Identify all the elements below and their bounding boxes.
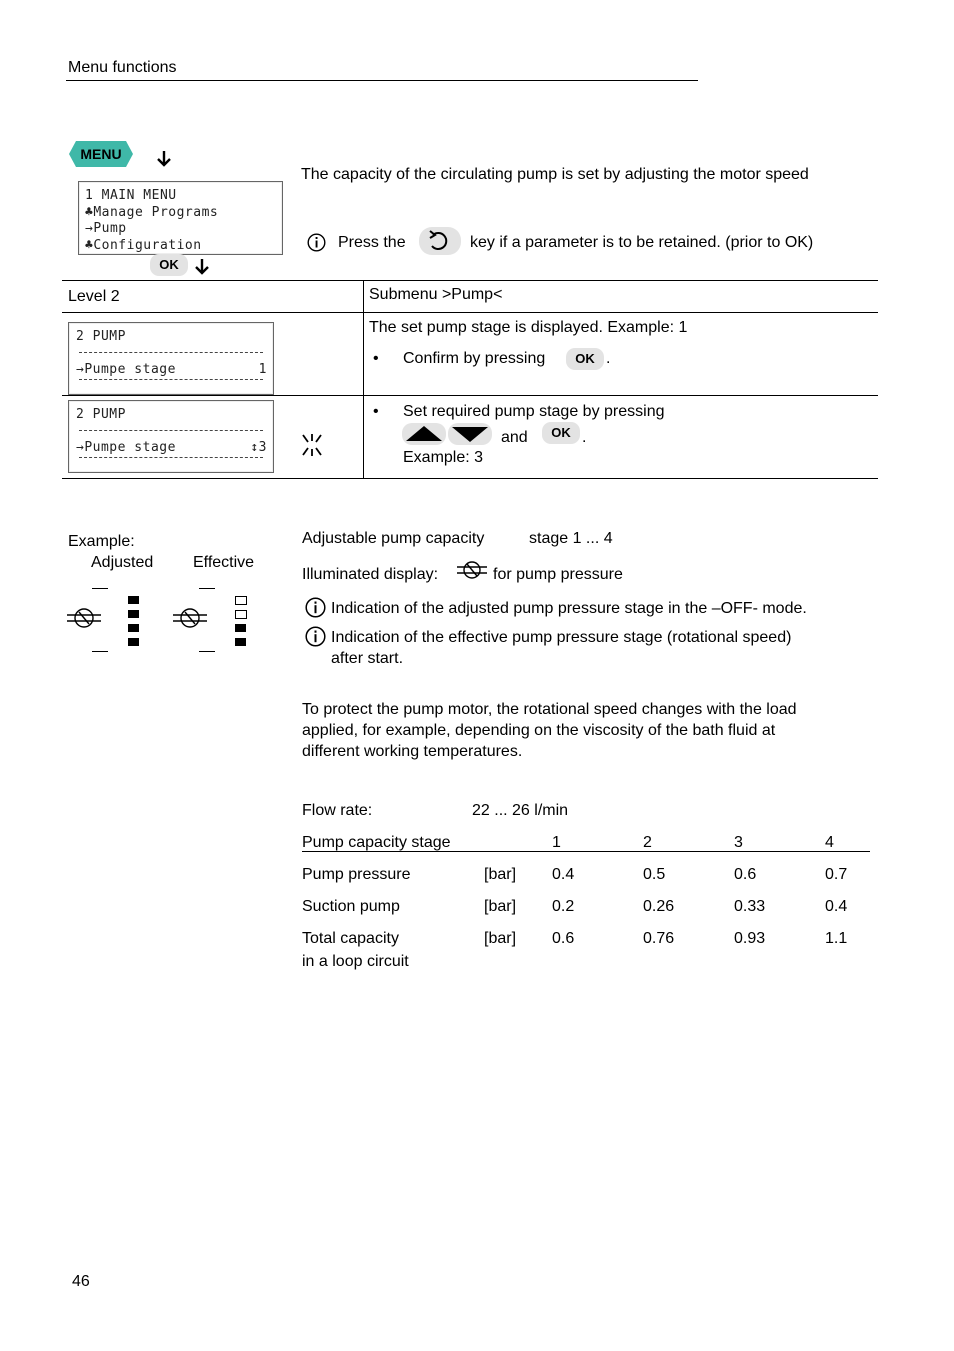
spec-row-unit: [bar] <box>484 898 517 915</box>
spec-header-stage: 4 <box>825 834 834 851</box>
level-square <box>128 624 139 632</box>
spec-cell: 0.7 <box>825 866 848 883</box>
col-header-level: Level 2 <box>68 288 120 305</box>
table-rule <box>62 395 878 396</box>
spec-cell: 0.2 <box>552 898 575 915</box>
spec-cell: 0.6 <box>734 866 757 883</box>
intro-text: The capacity of the circulating pump is set by adjusting the motor speed <box>301 166 809 183</box>
row2-example: Example: 3 <box>403 449 484 466</box>
level-square <box>128 638 139 646</box>
pump-icon <box>66 604 102 632</box>
adjusted-label: Adjusted <box>91 554 154 571</box>
dash-mark <box>92 588 108 589</box>
table-rule <box>62 280 878 281</box>
table-rule <box>62 478 878 479</box>
lcd-main-menu <box>78 181 283 255</box>
dash-mark <box>199 588 215 589</box>
spec-cell: 0.6 <box>552 930 575 947</box>
lcd-line: 1 MAIN MENU <box>85 188 177 203</box>
capacity-label: Adjustable pump capacity <box>302 530 485 547</box>
level-square <box>128 610 139 618</box>
bullet: • <box>373 403 379 420</box>
spec-cell: 0.93 <box>734 930 766 947</box>
lcd-pump-row2 <box>68 400 274 473</box>
lcd-value: 1 <box>258 361 267 377</box>
section-title: Menu functions <box>68 59 177 76</box>
effective-label: Effective <box>193 554 255 571</box>
dash-mark <box>199 651 215 652</box>
arrow-down-icon <box>194 258 210 276</box>
spec-row-label: Total capacity <box>302 930 399 947</box>
spec-cell: 0.4 <box>825 898 848 915</box>
arrow-down-key-icon[interactable] <box>448 423 492 445</box>
capacity-value: stage 1 ... 4 <box>529 530 613 547</box>
spec-cell: 0.5 <box>643 866 666 883</box>
info-effective-text-cont: after start. <box>331 650 404 667</box>
row1-text: The set pump stage is displayed. Example: 1 <box>369 319 688 336</box>
lcd-pump-row1 <box>68 322 274 395</box>
menu-key-label: MENU <box>80 146 122 162</box>
lcd-title: 2 PUMP <box>76 407 126 422</box>
spec-cell: 0.33 <box>734 898 766 915</box>
level-square <box>235 638 246 646</box>
spec-row-unit: [bar] <box>484 866 517 883</box>
lcd-title: 2 PUMP <box>76 329 126 344</box>
spec-cell: 0.26 <box>643 898 675 915</box>
lcd-value: ↕3 <box>250 439 267 455</box>
col-header-submenu: Submenu >Pump< <box>369 286 503 303</box>
arrow-down-icon <box>156 150 172 168</box>
spec-header-stage: 1 <box>552 834 561 851</box>
spec-header-stage: 3 <box>734 834 743 851</box>
row1-bullet-text: Confirm by pressing <box>403 350 546 367</box>
table-divider <box>363 280 364 478</box>
blink-icon <box>300 433 324 457</box>
spec-row-label: Pump pressure <box>302 866 411 883</box>
spec-header-label: Pump capacity stage <box>302 834 451 851</box>
protect-text-line: different working temperatures. <box>302 743 523 760</box>
level-square <box>235 610 247 619</box>
protect-text-line: To protect the pump motor, the rotational speed changes with the load <box>302 701 797 718</box>
pump-icon <box>172 604 208 632</box>
flow-value: 22 ... 26 l/min <box>472 802 569 819</box>
protect-text-line: applied, for example, depending on the viscosity of the bath fluid at <box>302 722 776 739</box>
illum-suffix: for pump pressure <box>493 566 623 583</box>
lcd-line: →Pump <box>85 221 127 236</box>
dash-mark <box>92 651 108 652</box>
info-icon <box>305 597 326 618</box>
spec-cell: 1.1 <box>825 930 848 947</box>
header-rule <box>66 80 698 81</box>
example-label: Example: <box>68 533 135 550</box>
lcd-line: ♣Manage Programs <box>85 204 219 220</box>
spec-row-label: Suction pump <box>302 898 400 915</box>
spec-row-label-cont: in a loop circuit <box>302 953 409 970</box>
info-icon <box>307 233 326 252</box>
info-adjusted-text: Indication of the adjusted pump pressure stage in the –OFF- mode. <box>331 600 807 617</box>
note-suffix: key if a parameter is to be retained. (prior to OK) <box>470 234 814 251</box>
ok-key[interactable]: OK <box>566 348 604 370</box>
info-icon <box>305 626 326 647</box>
spec-cell: 0.76 <box>643 930 675 947</box>
flow-label: Flow rate: <box>302 802 373 819</box>
info-effective-text: Indication of the effective pump pressure stage (rotational speed) <box>331 629 792 646</box>
lcd-line: →Pumpe stage <box>76 361 176 377</box>
spec-header-stage: 2 <box>643 834 652 851</box>
row2-bullet-text: Set required pump stage by pressing <box>403 403 665 420</box>
spec-cell: 0.4 <box>552 866 575 883</box>
illum-prefix: Illuminated display: <box>302 566 439 583</box>
note-prefix: Press the <box>338 234 406 251</box>
pump-icon <box>456 558 488 582</box>
level-square <box>235 624 246 632</box>
lcd-line: →Pumpe stage <box>76 439 176 455</box>
level-square <box>128 596 139 604</box>
level-square <box>235 596 247 605</box>
and-text: and <box>501 429 528 446</box>
back-key-icon[interactable] <box>418 226 462 256</box>
lcd-line: ♣Configuration <box>85 237 202 253</box>
ok-key[interactable]: OK <box>542 422 580 444</box>
table-rule <box>62 312 878 313</box>
page-number: 46 <box>72 1273 90 1290</box>
spec-header-rule <box>302 851 870 852</box>
spec-row-unit: [bar] <box>484 930 517 947</box>
period: . <box>606 350 611 367</box>
period: . <box>582 429 587 446</box>
arrow-up-key-icon[interactable] <box>402 423 446 445</box>
bullet: • <box>373 350 379 367</box>
ok-key[interactable]: OK <box>150 254 188 276</box>
